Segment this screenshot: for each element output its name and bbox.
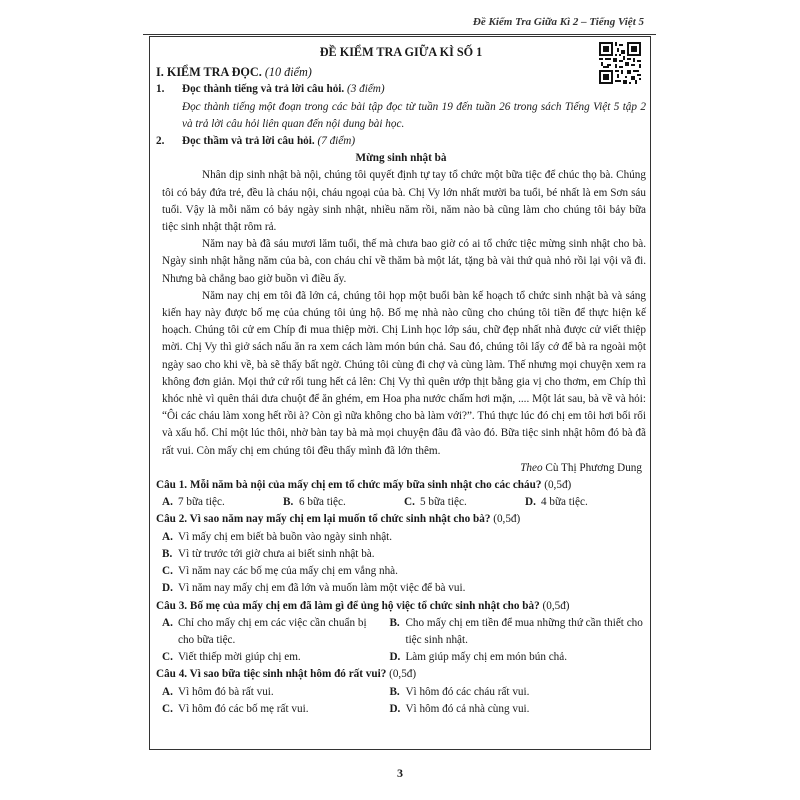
question-4 (156, 666, 646, 683)
question-label: Câu 4. Vì sao bữa tiệc sinh nhật hôm đó rất vui? (156, 668, 387, 681)
option-d[interactable]: D. Vì năm nay mấy chị em đã lớn và muốn làm một việc để bà vui. (162, 582, 466, 595)
option-d[interactable]: D. 4 bữa tiệc. (525, 496, 588, 509)
option-d[interactable]: D. Vì hôm đó cả nhà cùng vui. (389, 702, 530, 715)
story-title: Mừng sinh nhật bà (355, 152, 447, 165)
question-1 (156, 477, 646, 494)
option-d[interactable]: D. Làm giúp mấy chị em món bún chả. (389, 651, 568, 664)
running-head: Đề Kiểm Tra Giữa Kì 2 – Tiếng Việt 5 (472, 16, 644, 28)
part1-number: 1. (156, 83, 165, 96)
page-title: ĐỀ KIỂM TRA GIỮA KÌ SỐ 1 (319, 45, 483, 59)
question-points: (0,5đ) (542, 599, 570, 612)
header-rule (143, 34, 656, 35)
option-c[interactable]: C. 5 bữa tiệc. (404, 496, 467, 509)
part2-points: (7 điểm) (317, 135, 356, 148)
question-3-options-row-2 (156, 649, 646, 666)
option-b[interactable]: B. 6 bữa tiệc. (283, 496, 346, 509)
story-paragraph: Năm nay bà đã sáu mươi lăm tuổi, thế mà chưa bao giờ có ai tổ chức tiệc mừng sinh nhật cho bà. Ngày sinh nhật hằng năm của bà, con cháu chỉ về thăm bà một lát, tặng bà vài thứ quà nhỏ rồi lại vội vã đi. Nhưng bà chẳng bao giờ buồn vì điều ấy. (162, 238, 646, 285)
question-points: (0,5đ) (544, 479, 572, 492)
story-paragraph: Năm nay chị em tôi đã lớn cả, chúng tôi họp một buổi bàn kế hoạch tổ chức sinh nhật bà và sáng kiến hay này được bố mẹ của chúng tôi ủng hộ. Bố mẹ nhà nào cũng cho chúng tôi tiền để thực hiện kế hoạch. Chúng tôi cử em Chíp đi mua thiệp mời. Chị Linh học lớp sáu, chữ đẹp nhất nhà được cử viết thiệp mời. Chị Vy thì giở sách nấu ăn ra xem cách làm món bún chả. Sau đó, chúng tôi lấy cớ để bà ra ngoài một ngày sao cho khi về, bà sẽ thấy bất ngờ. Chúng tôi cùng đi chợ và cùng làm. Thế nhưng mọi chuyện xem ra không đơn giản. Mọi thứ cứ rối tung hết cả lên: Chị Vy thì quên ướp thịt bằng gia vị cho thơm, em Chíp thì khóc nhè vì quên thái dưa chuột để ăn ghém, em Hoa pha nước chấm hơi mặn, .... Một lát sau, bà về và hỏi: “Ôi các cháu làm xong hết rồi à? Còn gì nữa không cho bà làm với?”. Thú thực lúc đó chị em tôi hơi bối rối và xấu hổ. Chỉ một lúc thôi, nhờ bàn tay bà mà mọi chuyện đâu đã vào đó. Bữa tiệc sinh nhật hôm đó bà đã rất vui. Còn mấy chị em chúng tôi đều thấy mình đã lớn thêm. (162, 289, 646, 457)
option-c[interactable]: C. Vì hôm đó các bố mẹ rất vui. (162, 702, 309, 715)
question-label: Câu 3. Bố mẹ của mấy chị em đã làm gì để ủng hộ việc tổ chức sinh nhật cho bà? (156, 599, 540, 612)
question-3-options-row-1 (156, 615, 646, 649)
part1-points: (3 điểm) (347, 83, 385, 96)
section-points: (10 điểm) (264, 65, 312, 80)
option-a[interactable]: A. Vì hôm đó bà rất vui. (162, 685, 274, 698)
question-4-options-row-1 (156, 684, 646, 701)
page-number: 3 (397, 766, 403, 780)
story-paragraph: Nhân dịp sinh nhật bà nội, chúng tôi quyết định tự tay tổ chức một bữa tiệc để chúc thọ bà. Chúng tôi có bảy đứa trẻ, đều là cháu nội, cháu ngoại của bà. Chị Vy lớn nhất mười ba tuổi, bé nhất là em Sơn sáu tuổi. Vậy là mỗi năm có bảy ngày sinh nhật, nhiều năm rồi, năm nào bà cũng làm cho chúng tôi bảy bữa tiệc sinh nhật thật rôm rả. (162, 169, 646, 234)
source-prefix: Theo (520, 461, 543, 474)
part1-instruction: Đọc thành tiếng một đoạn trong các bài tập đọc từ tuần 19 đến tuần 26 trong sách Tiếng Việt 5 tập 2 và trả lời câu hỏi liên quan đến nội dung bài học. (182, 100, 646, 130)
question-4-options-row-2 (156, 701, 646, 718)
option-c[interactable]: C. Viết thiếp mời giúp chị em. (162, 651, 301, 664)
story-source (156, 460, 646, 477)
section-heading (156, 64, 646, 81)
question-label: Câu 1. Mỗi năm bà nội của mấy chị em tổ chức mấy bữa sinh nhật cho các cháu? (156, 479, 542, 492)
part2-number: 2. (156, 135, 165, 148)
option-b[interactable]: B. Vì hôm đó các cháu rất vui. (389, 685, 530, 698)
part2-heading (156, 133, 646, 150)
part1-heading (156, 81, 646, 98)
option-a[interactable]: A. Vì mấy chị em biết bà buồn vào ngày sinh nhật. (162, 530, 393, 543)
question-label: Câu 2. Vì sao năm nay mấy chị em lại muốn tổ chức sinh nhật cho bà? (156, 513, 491, 526)
option-c[interactable]: C. Vì năm nay các bố mẹ của mấy chị em vắng nhà. (162, 565, 398, 578)
part1-label: Đọc thành tiếng và trả lời câu hỏi. (182, 83, 345, 96)
section-label: I. KIỂM TRA ĐỌC. (156, 65, 262, 80)
question-points: (0,5đ) (493, 513, 521, 526)
option-b[interactable]: B. Vì từ trước tới giờ chưa ai biết sinh nhật bà. (162, 547, 375, 560)
question-2 (156, 511, 646, 528)
question-points: (0,5đ) (389, 668, 417, 681)
question-1-options (156, 494, 646, 511)
option-a[interactable]: A. 7 bữa tiệc. (162, 496, 225, 509)
exam-content (156, 44, 646, 718)
option-b[interactable]: B. Cho mấy chị em tiền để mua những thứ cần thiết cho tiệc sinh nhật. (389, 616, 643, 646)
question-3 (156, 598, 646, 615)
option-a[interactable]: A. Chỉ cho mấy chị em các việc cần chuẩn bị cho bữa tiệc. (162, 616, 367, 646)
source-author: Cù Thị Phương Dung (545, 461, 642, 474)
part2-label: Đọc thầm và trả lời câu hỏi. (182, 135, 315, 148)
